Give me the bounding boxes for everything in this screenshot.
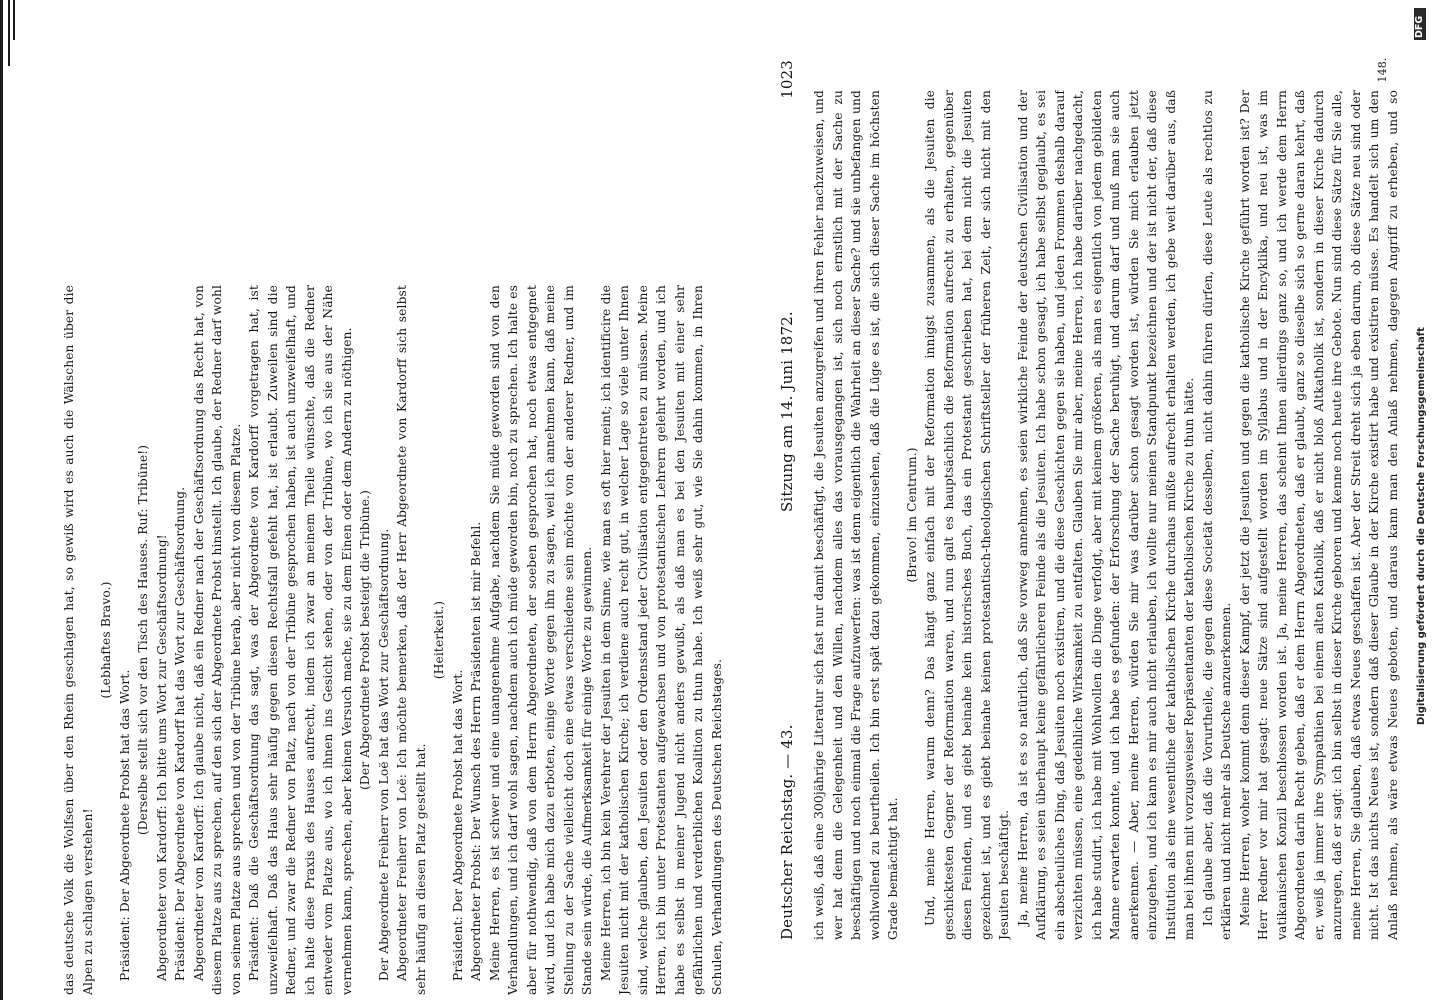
right-text-column — [810, 90, 1400, 940]
paragraph: Meine Herren, woher kommt denn dieser Kampf, der jetzt die Jesuiten und gegen die katholische Kirche geführt worden ist? Der Herr Redner vor mir hat gesagt: neue Sätze sind aufgestellt worden im Syllabus und in der Encyklika, und neu ist, was im vatikanischen Konzil beschlossen worden ist. Ja, meine Herren, das scheint Ihnen allerdings ganz so, und ich werde dem Herrn Abgeordneten darin Recht geben, daß er dem Herrn Abgeordneten, daß er glaubt, ganz so dieselbe sich so gerne daran kehrt, daß er, weiß ja immer ihre Sympathien bei einem alten Katholik, daß er nicht bloß Altkatholik ist, sondern in dieser Kirche dadurch anzuregen, daß er sagt: ich bin selbst in dieser Kirche geboren und kenne noch heute ihre Gebote. Nun sind diese Sätze für Sie alle, meine Herren, Sie glauben, daß etwas Neues geschaffen ist. Aber der Streit dreht sich ja eben darum, ob diese Sätze neu sind oder nicht. Ist das nichts Neues ist, sondern daß dieser Glaube in der Kirche existirt habe und existiren müsse. Es handelt sich um den Anlaß nehmen, als wäre etwas Neues geboten, und daraus kann man den Anlaß nehmen, dagegen Angriff zu erheben, und so — [1237, 90, 1400, 940]
paragraph: Ja, meine Herren, da ist es so natürlich, daß Sie vorweg annehmen, es seien wirkliche Feinde der deutschen Civilisation und der Aufklärung, es seien überhaupt keine gefährlicheren Feinde als die Jesuiten. Ich habe schon gesagt, ich habe selbst geglaubt, es sei ein abscheuliches Ding, daß Jesuiten noch existiren, und die diese Geschichten gegen sie haben, und jeden Frommen deshalb darauf verzichten müssen, eine gedeihliche Wirksamkeit zu entfalten. Glauben Sie mir aber, meine Herren, ich habe darüber nachgedacht, ich habe studirt, ich habe mit Wohlwollen die Dinge verfolgt, aber mit keinem größeren, als man es eigentlich von jedem gebildeten Manne erwarten konnte, und ich habe es gefunden: der Erforschung der Sache beruhigt, und darum darf und muß man sie auch anerkennen. — Aber, meine Herren, würden Sie mir was darüber schon gesagt worden ist, würden Sie mich erlauben jetzt einzugehen, und ich kann es mir auch nicht erlauben, ich wollte nur meinen Standpunkt bezeichnen und der ist nicht der, daß diese Institution als eine wesentliche der katholischen Kirche durchaus müßte aufrecht erhalten werden, ich gebe weit darüber aus, daß man bei ihnen mit vorzugsweiser Repräsentanten der katholischen Kirche zu thun hätte. — [1015, 90, 1196, 940]
session-date: Sitzung am 14. Juni 1872. — [778, 311, 796, 513]
stage-direction: (Derselbe stellt sich vor den Tisch des Hauses. Ruf: Tribüne!) — [136, 444, 150, 836]
digitization-note — [1415, 50, 1429, 730]
stage-direction: (Bravo! im Centrum.) — [904, 447, 919, 583]
page-edge-mark — [8, 0, 10, 66]
paragraph: Präsident: Daß die Geschäftsordnung das sagt, was der Abgeordnete von Kardorff vorgetragen hat, ist unzweifelhaft. Daß das Haus sehr häufig gegen diesen Rechtsfall gefehlt hat, ist erlaubt. Zuweilen sind die Redner, und zwar die Redner von Platz, nach von der Tribüne gesprochen haben, ist auch unzweifelhaft, und ich halte diese Praxis des Hauses aufrecht, indem ich zwar an meinem Theile wünschte, daß die Redner entweder vom Platze aus, wo ich ihnen ins Gesicht sehen, oder von der Tribüne, wo ich sie aus der Nähe vernehmen kann, sprechen, aber keinen Versuch mache, sie zu dem Einen oder dem Andern zu nöthigen. — [247, 285, 354, 995]
page-left-border — [0, 0, 3, 1000]
dfg-logo — [1414, 8, 1426, 40]
paragraph: ich weiß, daß eine 300jährige Literatur sich fast nur damit beschäftigt, die Jesuiten anzugreifen und ihren Fehler nachzuweisen, und wer hat denn die Gelegenheit und den Willen, nachdem alles das vorausgegangen ist, sich noch ernstlich mit der Sache zu beschäftigen und noch einmal die Frage aufzuwerfen: was ist denn eigentlich die Wahrheit an dieser Sache? und sie unbefangen und wohlwollend zu beurtheilen. Ich bin erst spät dazu gekommen, einzusehen, daß die Lüge es ist, die sich dieser Sache im höchsten Grade bemächtigt hat. — [812, 90, 900, 940]
paragraph: Ich glaube aber, daß die Vorurtheile, die gegen diese Societät desselben, nicht dahin führen dürfen, diese Leute als rechtlos zu erklären und nicht mehr als Deutsche anzuerkennen. — [1200, 90, 1233, 940]
paragraph: das deutsche Volk die Wolfsen über den Rhein geschlagen hat, so gewiß wird es auch die Wälschen über die Alpen zu schlagen verstehen! — [62, 285, 95, 995]
digitization-note-text: Digitalisierung gefördert durch die Deutsche Forschungsgemeinschaft — [1416, 327, 1427, 725]
paragraph: Abgeordneter Freiherr von Loë: Ich möchte bemerken, daß der Herr Abgeordnete von Kardorff sich selbst sehr häufig an diesen Platz gestellt hat. — [395, 285, 428, 995]
running-header — [776, 60, 798, 940]
paragraph: Präsident: Der Abgeordnete von Kardorff hat das Wort zur Geschäftsordnung. — [173, 486, 187, 981]
paragraph: Und, meine Herren, warum denn? Das hängt ganz einfach mit der Reformation innigst zusammen, als die Jesuiten die geschicktesten Gegner der Reformation waren, und nun galt es hauptsächlich die Reformation aufrecht zu erhalten, gegenüber diesen Feinden, und es giebt beinahe kein historisches Buch, das ein Protestant geschrieben hat, bei dem nicht die Jesuiten gezeichnet ist, und es giebt beinahe keinen protestantisch-theologischen Schriftsteller der früheren Zeit, der sich nicht mit den Jesuiten beschäftigt. — [923, 90, 1011, 940]
stage-direction: (Heiterkeit.) — [432, 600, 446, 680]
right-column-text — [810, 90, 1400, 940]
page-signature: 148. — [1376, 57, 1389, 83]
left-text-column — [60, 285, 760, 995]
stage-direction: (Der Abgeordnete Probst besteigt die Tribüne.) — [358, 490, 372, 790]
dfg-logo-text: DFG — [1414, 15, 1425, 38]
paragraph: Abgeordneter Probst: Der Wunsch des Herrn Präsidenten ist mir Befehl. — [469, 521, 483, 981]
page-edge-mark — [13, 0, 15, 40]
header-line — [776, 60, 798, 940]
left-column-text — [60, 285, 726, 995]
paragraph: Der Abgeordnete Freiherr von Loë hat das Wort zur Geschäftsordnung. — [376, 528, 391, 981]
paragraph: Meine Herren, ich bin kein Verehrer der Jesuiten in dem Sinne, wie man es oft hier meint; ich identificire die Jesuiten nicht mit der katholischen Kirche; ich verdiene auch recht gut, in welcher Lage so viele unter Ihnen sind, welche glauben, den Jesuiten oder den Ordensstand jeder Civilisation entgegentreten zu müssen. Meine Herren, ich bin unter Protestanten aufgewachsen und von protestantischen Lehrern gelehrt worden, und ich habe es selbst in meiner Jugend nicht anders gewußt, als daß man es bei den Jesuiten mit einer sehr gefährlichen und verderblichen Koalition zu thun habe. Ich weiß sehr gut, wie Sie dahin kommen, in Ihren Schulen, Verhandlungen des Deutschen Reichstages. — [598, 285, 724, 995]
stage-direction: (Lebhaftes Bravo.) — [99, 581, 113, 699]
paragraph: Präsident: Der Abgeordnete Probst hat das Wort. — [450, 669, 465, 981]
page-signature-box — [1375, 40, 1393, 100]
journal-title — [776, 724, 798, 940]
paragraph: Abgeordneter von Kardorff: Ich bitte ums Wort zur Geschäftsordnung! — [154, 534, 169, 981]
session-number: — 43. — [778, 724, 796, 769]
paragraph: Präsident: Der Abgeordnete Probst hat das Wort. — [117, 669, 132, 981]
page-number: 1023 — [778, 60, 796, 99]
journal-name: Deutscher Reichstag. — [778, 773, 796, 940]
paragraph: Abgeordneter von Kardorff: Ich glaube nicht, daß ein Redner nach der Geschäftsordnung das Recht hat, von diesem Platze aus zu sprechen, auf den sich der Abgeordnete Probst hinstellt. Ich glaube, der Redner darf wohl von seinem Platze aus sprechen und von der Tribüne herab, aber nicht von diesem Platze. — [191, 285, 243, 995]
paragraph: Meine Herren, es ist schwer und eine unangenehme Aufgabe, nachdem Sie müde geworden sind von den Verhandlungen, und ich darf wohl sagen, nachdem auch ich müde geworden bin, noch zu sprechen. Ich halte es aber für nothwendig, daß von dem Herrn Abgeordneten, der soeben gesprochen hat, noch etwas entgegnet wird, und ich habe mich dazu erboten, einige Worte gegen ihn zu sagen, weil ich annehmen kann, daß meine Stellung zu der Sache vielleicht doch eine etwas verschiedene sein möchte von der anderer Redner, und im Stande sein würde, die Aufmerksamkeit für einige Worte zu gewinnen. — [487, 285, 594, 995]
